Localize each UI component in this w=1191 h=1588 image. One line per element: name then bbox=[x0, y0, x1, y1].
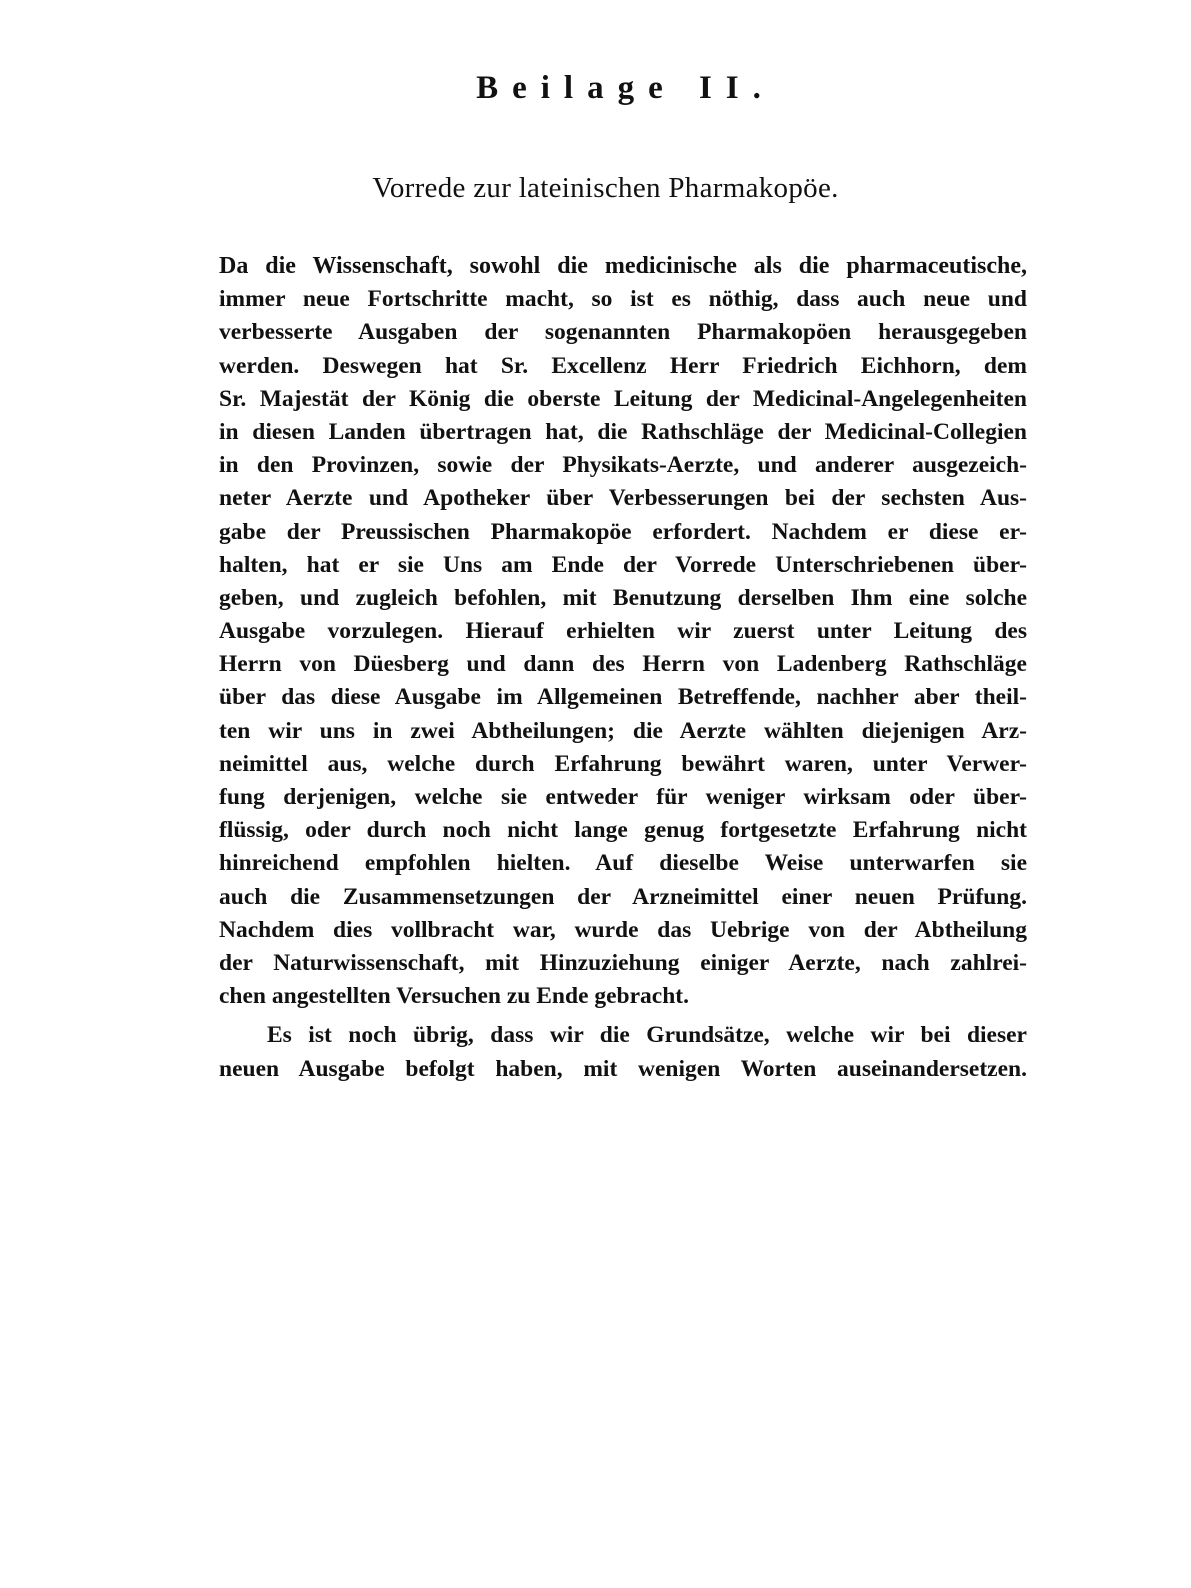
text-line: hinreichend empfohlen hielten. Auf dieselbe Weise unterwarfen sie bbox=[219, 850, 1027, 877]
text-line: geben, und zugleich befohlen, mit Benutzung derselben Ihm eine solche bbox=[219, 584, 1027, 611]
text-line: neter Aerzte und Apotheker über Verbesserungen bei der sechsten Aus- bbox=[219, 485, 1027, 512]
text-line: verbesserte Ausgaben der sogenannten Pharmakopöen herausgegeben bbox=[219, 319, 1027, 346]
text-line: Da die Wissenschaft, sowohl die medicinische als die pharmaceutische, bbox=[219, 253, 1027, 279]
text-line: über das diese Ausgabe im Allgemeinen Betreffende, nachher aber theil- bbox=[219, 684, 1027, 711]
text-line: chen angestellten Versuchen zu Ende gebracht. bbox=[219, 983, 689, 1010]
text-line: werden. Deswegen hat Sr. Excellenz Herr Friedrich Eichhorn, dem bbox=[219, 352, 1027, 379]
body-text bbox=[219, 250, 1027, 1086]
text-line: auch die Zusammensetzungen der Arzneimittel einer neuen Prüfung. bbox=[219, 883, 1027, 910]
text-line: der Naturwissenschaft, mit Hinzuziehung einiger Aerzte, nach zahlrei- bbox=[219, 949, 1027, 976]
text-line: neuen Ausgabe befolgt haben, mit wenigen Worten auseinandersetzen. bbox=[219, 1055, 1027, 1082]
text-line: Herrn von Düesberg und dann des Herrn von Ladenberg Rathschläge bbox=[219, 651, 1027, 678]
text-line: ten wir uns in zwei Abtheilungen; die Aerzte wählten diejenigen Arz- bbox=[219, 717, 1027, 744]
paragraph-1 bbox=[219, 250, 1027, 1013]
text-line: immer neue Fortschritte macht, so ist es nöthig, dass auch neue und bbox=[219, 286, 1027, 313]
text-line: Nachdem dies vollbracht war, wurde das Uebrige von der Abtheilung bbox=[219, 916, 1027, 943]
text-line: neimittel aus, welche durch Erfahrung bewährt waren, unter Verwer- bbox=[219, 750, 1027, 777]
text-line: fung derjenigen, welche sie entweder für weniger wirksam oder über- bbox=[219, 784, 1027, 810]
text-line: halten, hat er sie Uns am Ende der Vorrede Unterschriebenen über- bbox=[219, 551, 1027, 578]
text-line: in diesen Landen übertragen hat, die Rathschläge der Medicinal-Collegien bbox=[219, 418, 1027, 445]
page-heading: Beilage II. bbox=[476, 70, 775, 106]
text-line: Ausgabe vorzulegen. Hierauf erhielten wir zuerst unter Leitung des bbox=[219, 618, 1027, 645]
paragraph-2 bbox=[219, 1019, 1027, 1085]
page-subheading: Vorrede zur lateinischen Pharmakopöe. bbox=[372, 172, 839, 204]
text-line: in den Provinzen, sowie der Physikats-Aerzte, und anderer ausgezeich- bbox=[219, 452, 1027, 479]
text-line: gabe der Preussischen Pharmakopöe erfordert. Nachdem er diese er- bbox=[219, 518, 1027, 545]
text-line: Sr. Majestät der König die oberste Leitung der Medicinal-Angelegenheiten bbox=[219, 385, 1027, 412]
text-line: Es ist noch übrig, dass wir die Grundsätze, welche wir bei dieser bbox=[267, 1022, 1027, 1049]
text-line: flüssig, oder durch noch nicht lange genug fortgesetzte Erfahrung nicht bbox=[219, 817, 1027, 844]
